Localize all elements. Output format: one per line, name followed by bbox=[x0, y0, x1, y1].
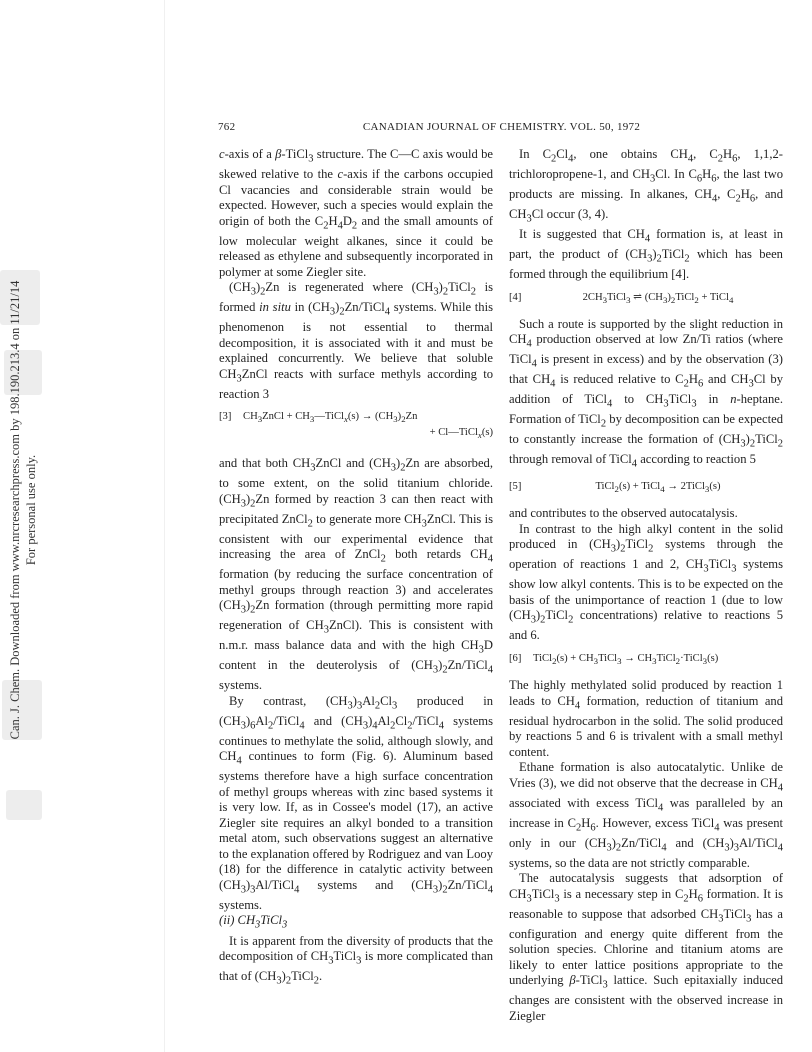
paragraph: and contributes to the observed autocatalysis. bbox=[509, 506, 738, 521]
paragraph: Such a route is supported by the slight reduction in $CH_4$ production observed at low Zn/Ti ratios (where TiCl$_4$ is present in excess) and by the observation (3) that $CH_4$ is reduced relative to $C_2H_6$ and $CH_3Cl$ by addition of TiCl$_4$ to $CH_3TiCl_3$ in n-heptane. Formation of TiCl$_2$ by decomposition can be expected to constantly increase the formation of $(CH_3)_2TiCl_2$ through removal of TiCl$_4$ according to reaction 5 bbox=[509, 316, 784, 470]
journal-title: CANADIAN JOURNAL OF CHEMISTRY. VOL. 50, 1972 bbox=[362, 121, 641, 133]
equation-5: [5] TiCl$_2$(s) + TiCl$_4$ → 2TiCl$_3$(s) bbox=[509, 481, 721, 495]
paragraph: By contrast, $(CH_3)_3Al_2Cl_3$ produced in $(CH_3)_6Al_2/TiCl_4$ and $(CH_3)_4Al_2Cl_2/TiCl_4$ systems continues to methylate the solid, although slowly, and $CH_4$ continues to form (Fig. 6). Aluminum based systems therefore have a high surface concentration of methyl groups whereas with zinc based systems it is very low. If, as in Cossee's model (17), an active Ziegler site requires an alkyl bonded to a transition metal atom, such observations suggest an alternative to the explanation offered by Rodriguez and van Looy (18) for the difference in catalytic activity between $(CH_3)_3Al/TiCl_4$ systems and $(CH_3)_2Zn/TiCl_4$ systems. bbox=[219, 693, 494, 912]
equation-6: [6] TiCl$_2$(s) + $CH_3TiCl_3$ → $CH_3TiCl_2\cdot TiCl_3(s)$ bbox=[509, 652, 719, 667]
paragraph: c-axis of a β-TiCl$_3$ structure. The C—C axis would be skewed relative to the c-axis if the carbons occupied Cl vacancies and considerable strain would be expected. However, such a species would explain the origin of both the $C_2H_4D_2$ and the small amounts of low molecular weight alkanes, since it could be released as ethylene and subsequently incorporated in polymer at some Ziegler site. bbox=[219, 147, 494, 279]
running-header bbox=[218, 121, 785, 137]
equation-3: [3] $CH_3ZnCl$ + $CH_3—TiCl_x(s) \to (CH_3)_2Zn$ + Cl—TiCl$_x$(s) bbox=[219, 411, 493, 441]
paragraph: It is apparent from the diversity of products that the decomposition of $CH_3TiCl_3$ is more complicated than that of $(CH_3)_2TiCl_2$. bbox=[219, 933, 493, 987]
paragraph: The highly methylated solid produced by reaction 1 leads to $CH_4$ formation, reduction of titanium and residual hydrocarbon in the solid. The solid produced by reactions 5 and 6 is trivalent with a small methyl content. bbox=[509, 678, 783, 759]
page-number: 762 bbox=[218, 121, 236, 133]
paragraph: In contrast to the high alkyl content in the solid produced in $(CH_3)_2TiCl_2$ systems through the operation of reactions 1 and 2, $CH_3TiCl_3$ systems show low alkyl contents. This is to be expected on the basis of the unimportance of reaction 1 (due to low $(CH_3)_2TiCl_2$ concentrations) relative to reactions 5 and 6. bbox=[509, 521, 783, 643]
page-fold-line bbox=[164, 0, 165, 1052]
paragraph: $(CH_3)_2Zn$ is regenerated where $(CH_3)_2TiCl_2$ is formed in situ in $(CH_3)_2Zn/TiCl_4$ systems. While this phenomenon is not essential to thermal decomposition, it is associated with it and must be explained concurrently. We believe that soluble $CH_3ZnCl$ reacts with surface methyls according to reaction 3 bbox=[219, 280, 494, 401]
paragraph: and that both $CH_3ZnCl$ and $(CH_3)_2Zn$ are absorbed, to some extent, on the solid titanium chloride. $(CH_3)_2Zn$ formed by reaction 3 can then react with precipitated ZnCl$_2$ to generate more $CH_3ZnCl$. This is consistent with our experimental evidence that increasing the area of ZnCl$_2$ both retards $CH_4$ formation (by reducing the surface concentration of methyl groups through reaction 3) and accelerates $(CH_3)_2Zn$ formation (through permitting more rapid regeneration of $CH_3ZnCl$). This is consistent with n.m.r. mass balance data and with the high $CH_3D$ content in the deuterolysis of $(CH_3)_2Zn/TiCl_4$ systems. bbox=[219, 456, 494, 693]
personal-use-line: For personal use only. bbox=[24, 454, 38, 566]
paragraph: Ethane formation is also autocatalytic. Unlike de Vries (3), we did not observe that the decrease in $CH_4$ associated with excess TiCl$_4$ was paralleled by an increase in $C_2H_6$. However, excess TiCl$_4$ was present only in our $(CH_3)_2Zn/TiCl_4$ and $(CH_3)_3Al/TiCl_4$ systems, so the data are not strictly comparable. bbox=[509, 760, 784, 870]
paragraph: It is suggested that $CH_4$ formation is, at least in part, the product of $(CH_3)_2TiCl_2$ which has been formed through the equilibrium [4]. bbox=[509, 227, 783, 282]
paragraph: The autocatalysis suggests that adsorption of $CH_3TiCl_3$ is a necessary step in $C_2H_6$ formation. It is reasonable to suppose that adsorbed $CH_3TiCl_3$ has a configuration and energy quite different from the solution species. Chlorine and titanium atoms are likely to enter lattice positions appropriate to the underlying β-TiCl$_3$ lattice. Such epitaxially induced changes are consistent with the observed increase in Ziegler bbox=[509, 871, 783, 1023]
download-notice-line: Can. J. Chem. Downloaded from www.nrcresearchpress.com by 198.190.213.4 on 11/21/14 bbox=[8, 280, 22, 740]
paragraph: In $C_2Cl_4$, one obtains $CH_4$, $C_2H_6$, 1,1,2-trichloropropene-1, and $CH_3Cl$. In $C_6H_6$, the last two products are missing. In alkanes, $CH_4$, $C_2H_6$, and $CH_3Cl$ occur (3, 4). bbox=[509, 147, 784, 225]
text-column-right bbox=[509, 147, 783, 1024]
text-column-left bbox=[219, 147, 493, 989]
download-notice bbox=[2, 230, 44, 790]
section-heading: (ii) $CH_3TiCl_3$ bbox=[219, 913, 288, 931]
equation-4: [4] $2CH_3TiCl_3$ ⇌ $(CH_3)_2TiCl_2$ + TiCl$_4$ bbox=[509, 291, 734, 305]
scan-artifact bbox=[6, 790, 42, 820]
